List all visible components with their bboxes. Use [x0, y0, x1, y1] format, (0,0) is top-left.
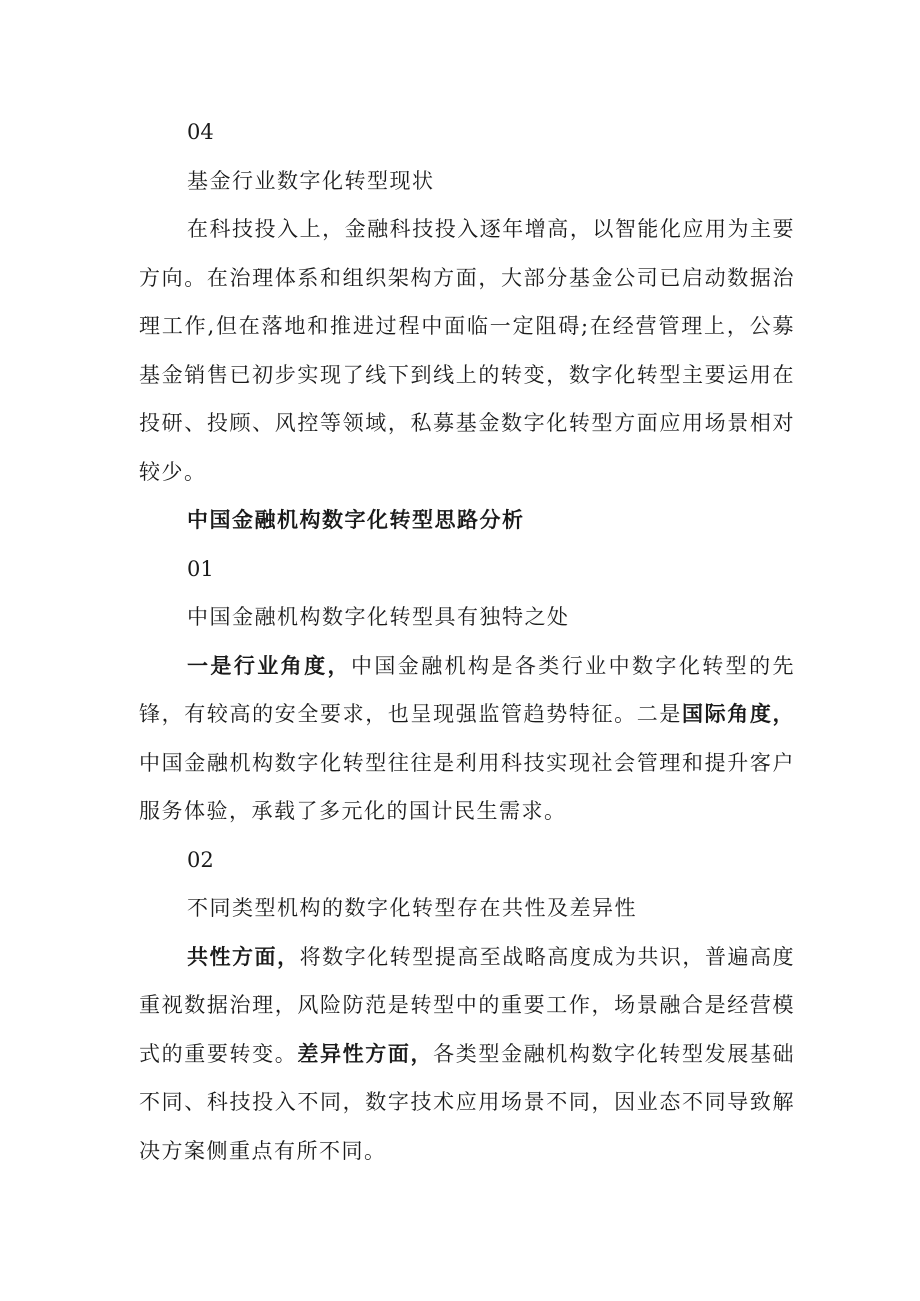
section-1-body: [139, 642, 795, 836]
section-2-text-b: 各类型金融机构数字化转型发展基础不同、科技投入不同，数字技术应用场景不同，因业态不同导致解决方案侧重点有所不同。: [139, 1041, 795, 1163]
section-4-title: 基金行业数字化转型现状: [187, 168, 435, 193]
section-4-body: 在科技投入上，金融科技投入逐年增高，以智能化应用为主要方向。在治理体系和组织架构方面，大部分基金公司已启动数据治理工作,但在落地和推进过程中面临一定阻碍;在经营管理上，公募基金销售已初步实现了线下到线上的转变，数字化转型主要运用在投研、投顾、风控等领域，私募基金数字化转型方面应用场景相对较少。: [139, 217, 795, 484]
section-1-text-a: 中国金融机构是各类行业中数字化转型的先锋，有较高的安全要求，也呈现强监管趋势特征。二是: [139, 653, 796, 726]
section-1-number: 01: [187, 556, 214, 581]
main-heading: 中国金融机构数字化转型思路分析: [187, 507, 525, 532]
section-2-text-a: 将数字化转型提高至战略高度成为共识，普遍高度重视数据治理，风险防范是转型中的重要工作，场景融合是经营模式的重要转变。: [139, 944, 796, 1066]
section-2-body: [139, 933, 795, 1176]
section-4-number: 04: [187, 120, 214, 144]
section-1-bold-industry: 一是行业角度，: [187, 652, 351, 678]
document-page: [139, 108, 795, 1175]
section-2-number: 02: [187, 847, 214, 872]
section-2-bold-difference: 差异性方面，: [297, 1040, 434, 1066]
section-1-text-b: 中国金融机构数字化转型往往是利用科技实现社会管理和提升客户服务体验，承载了多元化的国计民生需求。: [139, 750, 795, 823]
section-2-bold-common: 共性方面，: [187, 943, 300, 969]
section-2-title: 不同类型机构的数字化转型存在共性及差异性: [187, 896, 637, 920]
section-1-bold-international: 国际角度，: [682, 701, 795, 726]
section-1-title: 中国金融机构数字化转型具有独特之处: [187, 605, 570, 629]
